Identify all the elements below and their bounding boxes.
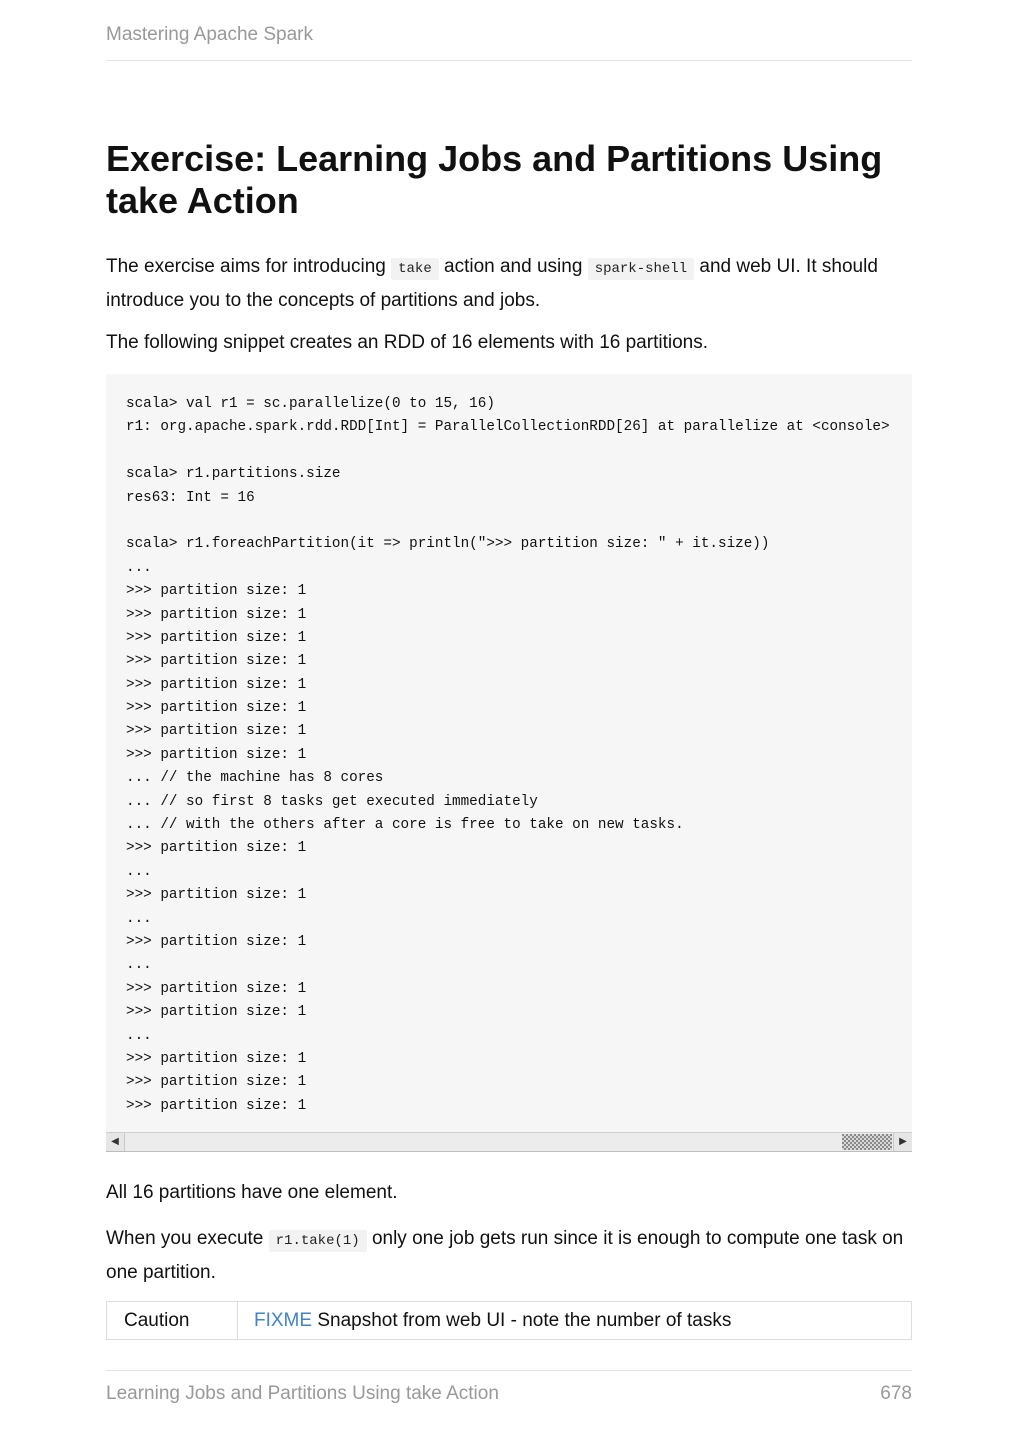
execute-text-2: only one job gets run since it is enough to compute one task on one partition. — [106, 1228, 904, 1283]
code-line: >>> partition size: 1 — [126, 700, 307, 717]
scroll-left-arrow-icon[interactable]: ◀ — [106, 1133, 125, 1151]
code-line: ... // so first 8 tasks get executed immediately — [126, 793, 538, 810]
code-line — [126, 440, 890, 463]
code-line: res63: Int = 16 — [126, 489, 255, 506]
inline-code-take-1: r1.take(1) — [269, 1230, 367, 1252]
footer-page-number: 678 — [880, 1383, 912, 1404]
code-line: >>> partition size: 1 — [126, 676, 307, 693]
code-line: ... — [126, 863, 152, 880]
intro-text-1: The exercise aims for introducing — [106, 256, 392, 277]
footer-chapter-title: Learning Jobs and Partitions Using take Action — [106, 1383, 499, 1404]
caution-text: Snapshot from web UI - note the number of tasks — [312, 1310, 732, 1331]
code-listing — [126, 393, 890, 1118]
code-line: ... — [126, 559, 152, 576]
code-line: ... // with the others after a core is free to take on new tasks. — [126, 817, 684, 834]
code-line: >>> partition size: 1 — [126, 1097, 307, 1114]
inline-code-take: take — [391, 258, 439, 280]
code-line: >>> partition size: 1 — [126, 583, 307, 600]
execute-text-1: When you execute — [106, 1228, 269, 1249]
code-line — [126, 510, 890, 533]
horizontal-scrollbar[interactable] — [106, 1132, 912, 1152]
intro-paragraph — [106, 251, 912, 316]
code-line: >>> partition size: 1 — [126, 840, 307, 857]
code-line: ... — [126, 910, 152, 927]
code-line: >>> partition size: 1 — [126, 723, 307, 740]
code-line: >>> partition size: 1 — [126, 1004, 307, 1021]
running-header: Mastering Apache Spark — [106, 24, 314, 45]
code-line: scala> r1.partitions.size — [126, 466, 341, 483]
code-line: ... — [126, 957, 152, 974]
header-divider — [106, 60, 912, 61]
inline-code-spark-shell: spark-shell — [588, 258, 694, 280]
scroll-right-arrow-icon[interactable]: ▶ — [893, 1133, 912, 1151]
fixme-link[interactable]: FIXME — [254, 1310, 313, 1331]
code-line: r1: org.apache.spark.rdd.RDD[Int] = ParallelCollectionRDD[26] at parallelize at <console> — [126, 419, 890, 436]
code-block[interactable] — [106, 374, 912, 1132]
snippet-intro: The following snippet creates an RDD of 16 elements with 16 partitions. — [106, 332, 708, 353]
intro-text-3: and web UI. It should introduce you to the concepts of partitions and jobs. — [106, 256, 878, 311]
code-line: scala> r1.foreachPartition(it => println(">>> partition size: " + it.size)) — [126, 536, 770, 553]
code-line: ... — [126, 1027, 152, 1044]
code-line: >>> partition size: 1 — [126, 629, 307, 646]
caution-label: Caution — [107, 1302, 238, 1339]
code-line: >>> partition size: 1 — [126, 606, 307, 623]
code-line: >>> partition size: 1 — [126, 887, 307, 904]
code-line: >>> partition size: 1 — [126, 746, 307, 763]
code-line: >>> partition size: 1 — [126, 653, 307, 670]
execute-paragraph — [106, 1223, 912, 1288]
page-title: Exercise: Learning Jobs and Partitions Using take Action — [106, 138, 883, 221]
code-line: ... // the machine has 8 cores — [126, 770, 384, 787]
code-line: >>> partition size: 1 — [126, 980, 307, 997]
caution-content — [238, 1302, 911, 1339]
intro-text-2: action and using — [438, 256, 588, 277]
code-line: >>> partition size: 1 — [126, 1050, 307, 1067]
code-line: >>> partition size: 1 — [126, 1074, 307, 1091]
footer-divider — [106, 1370, 912, 1371]
caution-admonition — [106, 1301, 912, 1340]
partitions-summary: All 16 partitions have one element. — [106, 1182, 398, 1203]
code-line: scala> val r1 = sc.parallelize(0 to 15, 16) — [126, 396, 495, 412]
scroll-thumb[interactable] — [842, 1134, 892, 1150]
code-line: >>> partition size: 1 — [126, 933, 307, 950]
